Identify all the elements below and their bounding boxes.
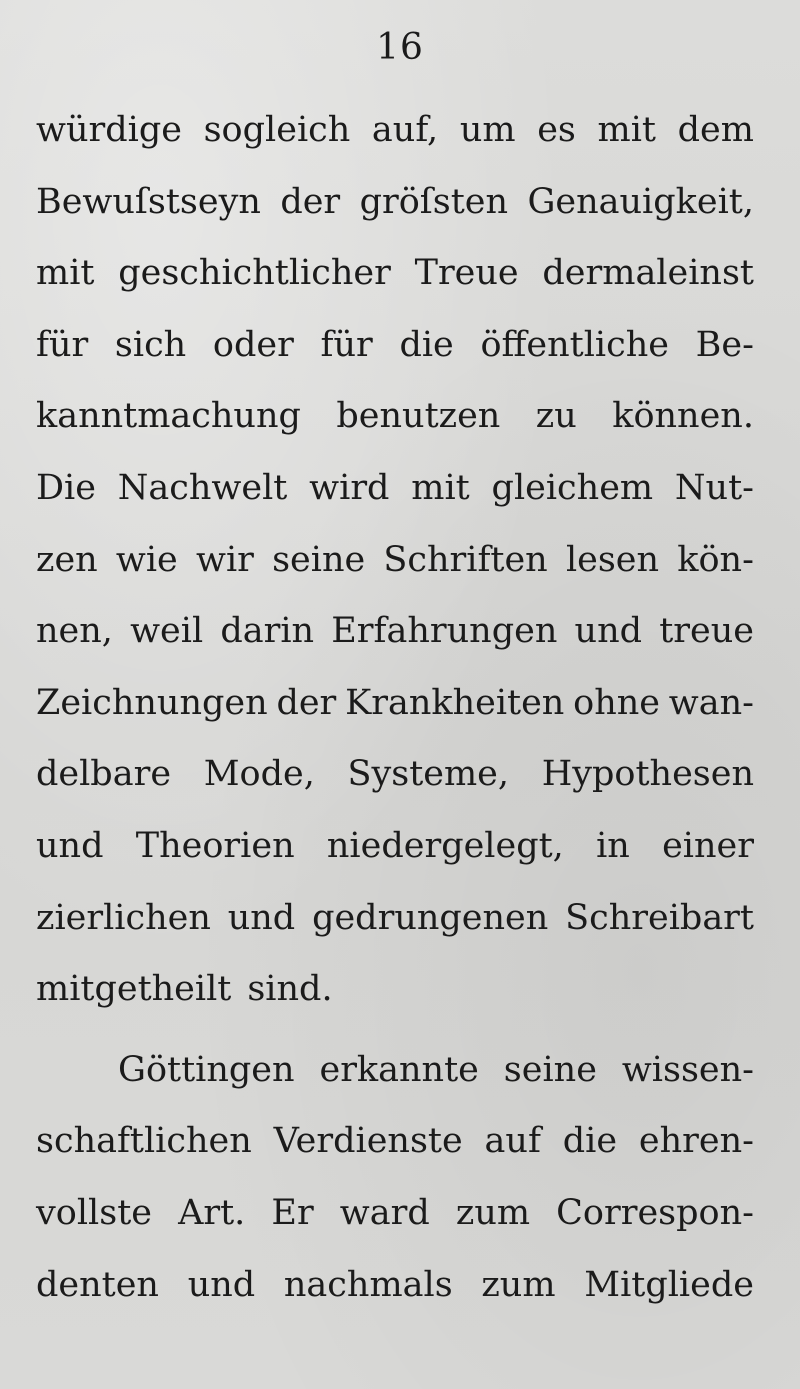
word: mit [36, 253, 95, 294]
word: es [537, 110, 576, 150]
word: gedrungenen [312, 897, 549, 938]
word: und [227, 897, 296, 938]
text-line [36, 883, 754, 955]
word: Er [271, 1192, 314, 1233]
word: wir [195, 539, 254, 580]
text-line [36, 1250, 754, 1322]
word: gleichem [491, 467, 654, 508]
word: die [562, 1121, 618, 1162]
text-line [36, 381, 754, 453]
word: Krankheiten [345, 682, 565, 723]
word: öffentliche [480, 324, 669, 365]
word: gröſsten [359, 181, 509, 222]
word: können. [612, 396, 754, 437]
word: nen, [36, 611, 113, 652]
word: um [459, 110, 516, 150]
word: seine [272, 539, 366, 580]
word: der [280, 181, 341, 222]
word: würdige [36, 110, 182, 150]
word: Systeme, [347, 754, 510, 795]
word: zen [36, 539, 98, 580]
word: zu [535, 396, 577, 437]
word: seine [503, 1049, 597, 1090]
text-line [36, 95, 754, 167]
word: Mitgliede [584, 1264, 754, 1305]
word: sogleich [203, 110, 351, 150]
word: treue [659, 611, 754, 652]
word: kön- [677, 539, 754, 580]
word: Nachwelt [117, 467, 288, 508]
word: Be- [695, 324, 754, 365]
text-line [36, 525, 754, 597]
word: kanntmachung [36, 396, 301, 437]
word: erkannte [319, 1049, 479, 1090]
word: vollste [36, 1192, 152, 1233]
text-line [36, 811, 754, 883]
word: der [276, 682, 337, 723]
word: Art. [178, 1192, 246, 1233]
word: Verdienste [273, 1121, 463, 1162]
word: zierlichen [36, 897, 211, 938]
word: niedergelegt, [326, 825, 564, 866]
word: Zeichnungen [36, 682, 268, 723]
word: Theorien [135, 825, 295, 866]
word: wird [309, 467, 390, 508]
word: sind. [247, 969, 333, 1010]
word: benutzen [336, 396, 501, 437]
text-line [36, 1106, 754, 1178]
page-number: 16 [376, 27, 424, 68]
text-line [36, 739, 754, 811]
word: dem [677, 110, 754, 150]
word: Schreibart [565, 897, 754, 938]
word: die [399, 324, 454, 365]
word: ehren- [638, 1121, 754, 1162]
text-line [36, 668, 754, 740]
word: Erfahrungen [331, 611, 558, 652]
word: Bewuſstseyn [36, 181, 261, 222]
word: mit [597, 110, 656, 150]
word: Hypothesen [541, 754, 754, 795]
word: ohne [573, 682, 660, 723]
word: für [320, 324, 373, 365]
text-line [36, 954, 754, 1026]
text-line [36, 238, 754, 310]
text-line [36, 1178, 754, 1250]
word: auf [484, 1121, 541, 1162]
word: wissen- [621, 1049, 754, 1090]
word: weil [130, 611, 204, 652]
word: sich [114, 324, 187, 365]
word: Nut- [674, 467, 754, 508]
text-line [36, 596, 754, 668]
word: darin [220, 611, 315, 652]
word: wan- [668, 682, 754, 723]
text-line [36, 1035, 754, 1107]
word: auf, [371, 110, 439, 150]
word: für [36, 324, 89, 365]
word: Genauigkeit, [527, 181, 754, 222]
word: Die [36, 467, 96, 508]
word: nachmals [283, 1264, 453, 1305]
word: Mode, [203, 754, 315, 795]
word: ward [339, 1192, 430, 1233]
word: und [187, 1264, 256, 1305]
word: Schriften [383, 539, 548, 580]
word: und [36, 825, 104, 866]
word: schaftlichen [36, 1121, 252, 1162]
text-line [36, 310, 754, 382]
text-line [36, 453, 754, 525]
word: Treue [414, 253, 519, 294]
word: zum [481, 1264, 556, 1305]
word: zum [455, 1192, 531, 1233]
word: mitgetheilt [36, 969, 232, 1010]
word: in [596, 825, 630, 866]
word: delbare [36, 754, 172, 795]
word: denten [36, 1264, 159, 1305]
word: Göttingen [118, 1049, 295, 1090]
word: einer [662, 825, 754, 866]
word: wie [115, 539, 178, 580]
word: geschichtlicher [118, 253, 391, 294]
word: oder [212, 324, 294, 365]
word: und [574, 611, 643, 652]
word: mit [411, 467, 470, 508]
word: lesen [565, 539, 660, 580]
word: dermaleinst [542, 253, 754, 294]
body-text [36, 95, 754, 1321]
word: Correspon- [556, 1192, 754, 1233]
text-line [36, 167, 754, 239]
